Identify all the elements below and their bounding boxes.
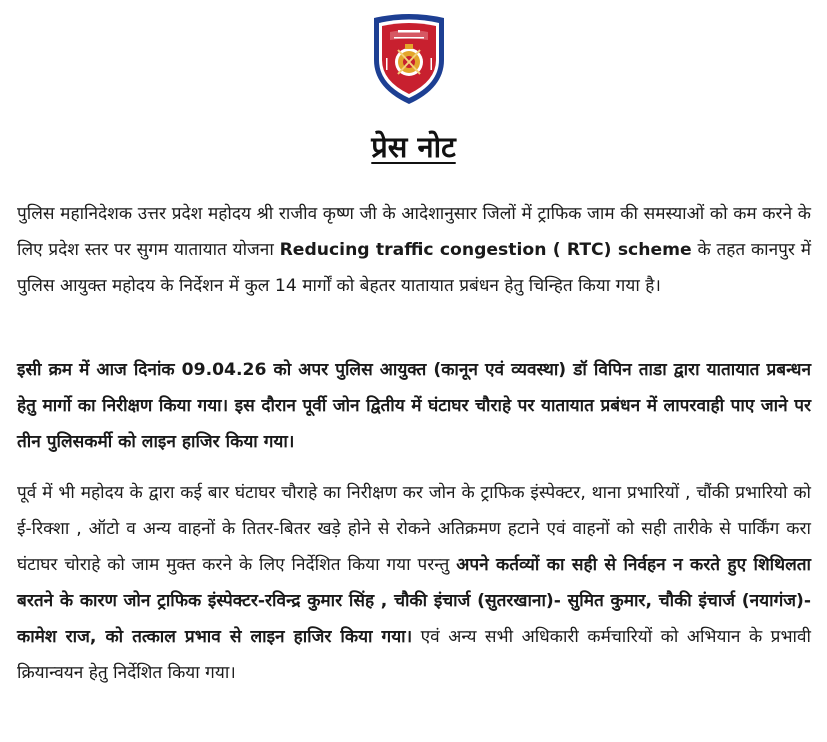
- para3-text-b: एवं अन्य सभी अधिकारी कर्मचारियों को अभियान के प्रभावी क्रियान्वयन हेतु निर्देशित किया गया।: [17, 627, 811, 683]
- para1-text-a: पुलिस महानिदेशक उत्तर प्रदेश महोदय श्री राजीव कृष्ण जी के आदेशानुसार जिलों में ट्राफिक जाम की समस्याओं को कम करने के लिए प्रदेश स्तर पर सुगम यातायात योजना: [17, 204, 811, 260]
- police-commissionerate-shield-icon: [370, 10, 448, 106]
- page-title: [0, 127, 827, 167]
- title-text: प्रेस नोट: [371, 130, 456, 164]
- paragraph-inspection: [17, 352, 811, 460]
- para3-bold-text: अपने कर्तव्यों का सही से निर्वहन न करते हुए शिथिलता बरतने के कारण जोन ट्राफिक इंस्पेक्टर-रविन्द्र कुमार सिंह , चौकी इंचार्ज (सुतरखाना)- सुमित कुमार, चौकी इंचार्ज (नयागंज)- कामेश राज, को तत्काल प्रभाव से लाइन हाजिर किया गया।: [17, 555, 811, 647]
- scheme-name: Reducing traffic congestion ( RTC) scheme: [279, 240, 692, 260]
- paragraph-action: [17, 475, 811, 691]
- para1-text-b: के तहत कानपुर में पुलिस आयुक्त महोदय के निर्देशन में कुल 14 मार्गों को बेहतर यातायात प्रबंधन हेतु चिन्हित किया गया है।: [17, 240, 811, 296]
- paragraph-intro: [17, 196, 811, 304]
- police-logo: [370, 10, 448, 106]
- para3-text-a: पूर्व में भी महोदय के द्वारा कई बार घंटाघर चौराहे का निरीक्षण कर जोन के ट्राफिक इंस्पेक्टर, थाना प्रभारियों , चौंकी प्रभारियो को ई-रिक्शा , ऑटो व अन्य वाहनों के तितर-बितर खड़े होने से रोकने अतिक्रमण हटाने एवं वाहनों को सही तारीके से पार्किंग करा घंटाघर चोराहे को जाम मुक्त करने के लिए निर्देशित किया गया परन्तु: [17, 483, 811, 575]
- para2-text: इसी क्रम में आज दिनांक 09.04.26 को अपर पुलिस आयुक्त (कानून एवं व्यवस्था) डॉ विपिन ताडा द्वारा यातायात प्रबन्धन हेतु मार्गो का निरीक्षण किया गया। इस दौरान पूर्वी जोन द्वितीय में घंटाघर चौराहे पर यातायात प्रबंधन में लापरवाही पाए जाने पर तीन पुलिसकर्मी को लाइन हाजिर किया गया।: [17, 360, 811, 452]
